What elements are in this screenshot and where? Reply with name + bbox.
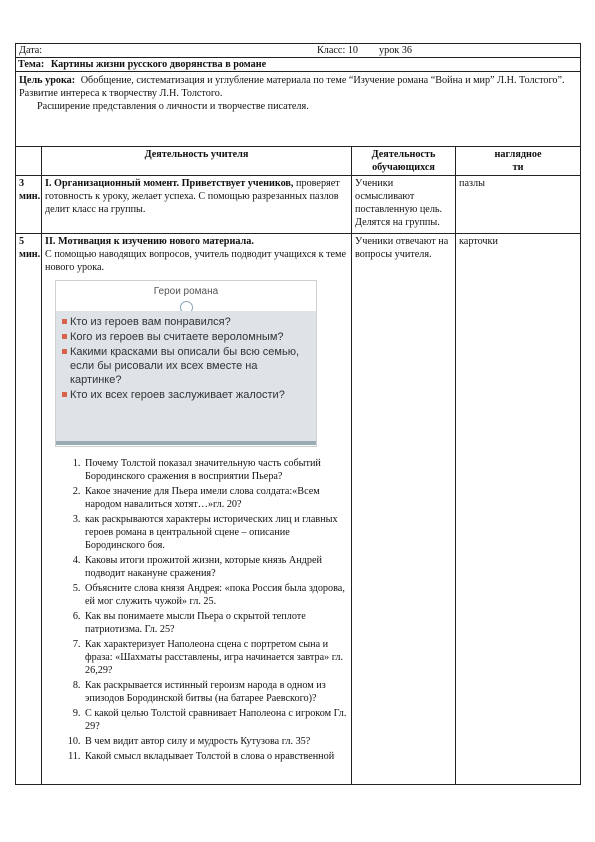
presentation-slide xyxy=(55,280,317,447)
stage-title: I. Организационный момент. Приветствует учеников, xyxy=(45,178,294,189)
student-activity-cell: Ученики осмысливают поставленную цель. Делятся на группы. xyxy=(352,176,456,234)
activity-table xyxy=(15,146,581,785)
slide-question: Кто из героев вам понравился? xyxy=(62,315,310,329)
slide-question-list xyxy=(56,311,316,402)
resources-header-line-2: ти xyxy=(512,162,524,173)
minutes-cell xyxy=(16,234,42,785)
resources-cell: карточки xyxy=(456,234,581,785)
resources-cell: пазлы xyxy=(456,176,581,234)
goal-label: Цель урока: xyxy=(19,75,76,86)
goal-line-2: Развитие интереса к творчеству Л.Н. Толстого. xyxy=(19,88,223,99)
goal-line-3: Расширение представления о личности и творчестве писателя. xyxy=(37,101,309,112)
bullet-icon xyxy=(62,392,67,397)
minutes-value: 3 xyxy=(19,178,25,189)
bullet-icon xyxy=(62,319,67,324)
list-item: 1. Почему Толстой показал значительную часть событий Бородинского сражения в восприятии Пьера? xyxy=(83,457,348,483)
table-row xyxy=(16,176,581,234)
table-header-row xyxy=(16,147,581,176)
goal-line-1: Обобщение, систематизация и углубление материала по теме “Изучение романа “Война и мир” Л.Н. Толстого”. xyxy=(80,75,565,86)
stage-text: С помощью наводящих вопросов, учитель подводит учащихся к теме нового урока. xyxy=(45,249,347,273)
minutes-unit: мин. xyxy=(19,191,41,202)
slide-question: Кого из героев вы считаете вероломным? xyxy=(62,330,310,344)
list-item: 5. Объясните слова князя Андрея: «пока Россия была здорова, ей мог служить чужой» гл. 25. xyxy=(83,582,348,608)
list-item: 11. Какой смысл вкладывает Толстой в слова о нравственной xyxy=(83,750,348,763)
list-item: 9. С какой целью Толстой сравнивает Наполеона с игроком Гл. 29? xyxy=(83,707,348,733)
bullet-icon xyxy=(62,334,67,339)
header-row xyxy=(15,43,581,57)
resources-header-line-1: наглядное xyxy=(494,149,542,160)
slide-body xyxy=(56,311,316,445)
minutes-unit: мин. xyxy=(19,249,41,260)
lesson-plan-sheet xyxy=(15,43,581,785)
minutes-cell xyxy=(16,176,42,234)
topic-label: Тема: xyxy=(18,59,45,70)
stage-title: II. Мотивация к изучению нового материала. xyxy=(45,236,254,247)
list-item: 2. Какое значение для Пьера имели слова солдата:«Всем народом навалиться хотят…»гл. 20? xyxy=(83,485,348,511)
minutes-value: 5 xyxy=(19,236,25,247)
minutes-header xyxy=(16,147,42,176)
lesson-goal xyxy=(15,71,581,146)
stage-text: проверяет готовность к уроку, желает успеха. С помощью разрезанных пазлов делит класс на группы. xyxy=(45,178,340,215)
slide-question: Какими красками вы описали бы всю семью, если бы рисовали их всех вместе на картинке? xyxy=(62,345,310,387)
list-item: 4. Каковы итоги прожитой жизни, которые князь Андрей подводит накануне сражения? xyxy=(83,554,348,580)
list-item: 3. как раскрываются характеры исторических лиц и главных героев романа в центральной сцене – описание Бородинского боя. xyxy=(83,513,348,552)
table-row xyxy=(16,234,581,785)
slide-title: Герои романа xyxy=(153,286,219,297)
bullet-icon xyxy=(62,349,67,354)
class-label: Класс: 10 xyxy=(317,45,359,56)
list-item: 7. Как характеризует Наполеона сцена с портретом сына и фраза: «Шахматы расставлены, игра начинается завтра» гл. 26,29? xyxy=(83,638,348,677)
teacher-activity-header: Деятельность учителя xyxy=(42,147,352,176)
slide-question: Кто их всех героев заслуживает жалости? xyxy=(62,388,310,402)
teacher-activity-cell xyxy=(42,176,352,234)
list-item: 10. В чем видит автор силу и мудрость Кутузова гл. 35? xyxy=(83,735,348,748)
lesson-number: урок 36 xyxy=(379,45,412,56)
resources-header xyxy=(456,147,581,176)
question-list xyxy=(45,457,348,763)
list-item: 8. Как раскрывается истинный героизм народа в одном из эпизодов Бородинской битвы (на батарее Раевского)? xyxy=(83,679,348,705)
date-label: Дата: xyxy=(19,45,43,56)
student-activity-header: Деятельность обучающихся xyxy=(352,147,456,176)
list-item: 6. Как вы понимаете мысли Пьера о скрытой теплоте патриотизма. Гл. 25? xyxy=(83,610,348,636)
teacher-activity-cell xyxy=(42,234,352,785)
topic-row xyxy=(15,57,581,71)
student-activity-cell: Ученики отвечают на вопросы учителя. xyxy=(352,234,456,785)
topic-text: Картины жизни русского дворянства в романе xyxy=(50,59,267,70)
